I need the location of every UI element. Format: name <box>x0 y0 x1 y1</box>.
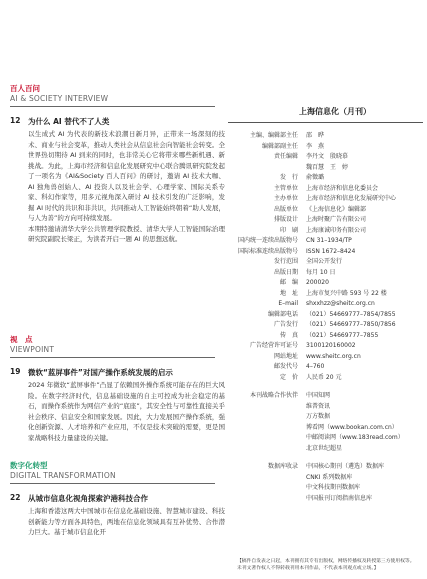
masthead-value: 魏百慧 王 婷 <box>306 163 349 171</box>
section-label: 视 点 <box>10 335 33 344</box>
masthead-value: 中国知网 <box>306 392 331 399</box>
masthead-value: 每月 10 日 <box>306 268 336 276</box>
masthead-label <box>228 494 306 505</box>
masthead-label: 广告经营许可证号 <box>249 342 298 349</box>
partner-row <box>228 423 416 434</box>
masthead-row <box>228 320 416 331</box>
masthead-value: 人民币 20 元 <box>306 373 342 381</box>
partner-row <box>228 412 416 423</box>
section-viewpoint <box>10 335 225 443</box>
toc-item[interactable] <box>10 367 225 443</box>
masthead-value: 中邮阅读网（www.183read.com） <box>306 434 404 441</box>
section-divider <box>10 483 215 484</box>
masthead-label: 主管单位 <box>273 184 298 192</box>
masthead-label <box>228 402 306 413</box>
masthead-label: 发 行 <box>279 174 298 181</box>
masthead-label: 责任编辑 <box>273 153 298 160</box>
masthead-label: 主办单位 <box>273 195 298 202</box>
masthead-row <box>228 163 416 174</box>
summary-paragraph: 本期特邀请清华大学公共管理学院教授、清华大学人工智能国际治理研究院副院长梁正，为读者开启一题 AI 的思想远航。 <box>28 224 225 243</box>
article-title[interactable]: 微软“蓝屏事件”对国产操作系统发展的启示 <box>28 368 173 377</box>
masthead-row <box>228 289 416 300</box>
masthead-row <box>228 257 416 268</box>
masthead-value: 李 燕 <box>306 142 325 150</box>
masthead-value: （021）54669777–7854/7855 <box>306 310 396 318</box>
partner-row <box>228 391 416 402</box>
masthead-value: 邵 晔 <box>306 132 325 139</box>
masthead-label: 本刊战略合作伙伴 <box>249 392 298 399</box>
article-title[interactable]: 为什么 AI 替代不了人类 <box>28 117 110 126</box>
masthead-label: E–mail <box>278 300 298 307</box>
masthead-label <box>228 473 306 484</box>
section-label-en: DIGITAL TRANSFORMATION <box>10 471 116 480</box>
masthead-row <box>228 215 416 226</box>
summary-paragraph: 以生成式 AI 为代表的新技术浪潮日新月异，正带来一场深刻的技术、商业与社会变革，推动人类社会从信息社会向智能社会转变。全世界热切期待 AI 到来的同时，也非常关心它将带来哪些新机遇、新挑战。为此，上海市经济和信息化发展研究中心联合腾讯研究院发起了一项名为《AI&Society 百人百问》的研讨，邀请 AI 技术大咖、AI 独角兽创始人、AI 投资人以及社会学、心理学家、国际关系专家、科幻作家等，用多元视角深入研讨 AI 技术引发的广泛影响，发掘 AI 时代的共识和非共识，共同推动人工智能始终朝着“助人发展，与人为善”的方向可持续发展。 <box>28 130 225 222</box>
summary-paragraph: 2024 年微软“蓝屏事件”凸显了依赖国外操作系统可能存在的巨大风险。在数字经济时代，信息基础设施的自主可控成为社会稳定的基石，而操作系统作为网信产业的“底座”，其安全性与可靠性直接关乎社会秩序、信息安全和国家发展。因此，大力发展国产操作系统，强化创新资源、人才培养和产业应用，不仅是技术突破的需要，更是国家战略科技力量建设的关键。 <box>28 381 225 442</box>
masthead-label <box>228 412 306 423</box>
masthead-label: 国内统一连续出版物号 <box>237 237 298 244</box>
masthead-label: 排版设计 <box>273 216 298 223</box>
masthead-value: 万方数据 <box>306 413 331 420</box>
article-summary <box>28 506 225 538</box>
masthead-row <box>228 341 416 352</box>
masthead-value: 维普资讯 <box>306 402 331 410</box>
masthead-value: 全国公开发行 <box>306 258 343 265</box>
partner-row <box>228 444 416 455</box>
masthead-row <box>228 236 416 247</box>
masthead-label: 广告发行 <box>273 321 298 328</box>
masthead-row <box>228 268 416 279</box>
section-digital-transformation <box>10 461 225 538</box>
masthead-label <box>228 483 306 494</box>
database-row <box>228 462 416 473</box>
masthead-label: 出版单位 <box>273 205 298 213</box>
masthead-row <box>228 352 416 363</box>
masthead-label: 主编、编辑部主任 <box>249 132 298 139</box>
masthead-label <box>228 163 306 174</box>
section-divider <box>10 106 215 107</box>
masthead-label: 邮 编 <box>279 279 298 286</box>
masthead-value: 上海康诚印务有限公司 <box>306 226 367 234</box>
masthead-value: 李丹文 殷晓慕 <box>306 153 349 160</box>
page-number: 22 <box>10 493 21 502</box>
masthead <box>228 99 423 504</box>
database-row <box>228 483 416 494</box>
masthead-label: 地 址 <box>279 289 298 297</box>
section-label: 百人百问 <box>10 84 40 93</box>
masthead-row <box>228 173 416 184</box>
toc-item[interactable] <box>10 493 225 538</box>
spacer <box>228 454 416 462</box>
masthead-label <box>228 444 306 455</box>
partner-row <box>228 433 416 444</box>
masthead-table <box>228 131 416 504</box>
database-row <box>228 473 416 484</box>
masthead-row <box>228 184 416 195</box>
masthead-row <box>228 205 416 216</box>
page-number: 12 <box>10 116 21 125</box>
copyright-note: 【稿件自发表之日起，本刊拥有其专有出版权，网络传播权及转授第三方使用权等。未刊文著作权人不得转载刊用本刊作品，不代表本刊观点或立场。】 <box>237 559 415 571</box>
masthead-value: 上海市复兴中路 593 号 22 楼 <box>306 289 387 297</box>
section-label: 数字化转型 <box>10 461 48 470</box>
masthead-value: 俞徵璐 <box>306 174 325 181</box>
article-summary <box>28 380 225 443</box>
masthead-value: 北京世纪超星 <box>306 444 343 452</box>
masthead-value: 中文科技期刊数据库 <box>306 484 361 491</box>
masthead-label: 印 刷 <box>279 226 298 234</box>
masthead-value: 200020 <box>306 279 329 286</box>
masthead-label: 网站地址 <box>273 352 298 360</box>
masthead-value: 《上海信息化》编辑部 <box>306 205 367 213</box>
masthead-label: 编辑部副主任 <box>261 142 298 150</box>
magazine-title: 上海信息化（月刊） <box>299 107 371 116</box>
masthead-value: 博看网（www.bookan.com.cn） <box>306 423 398 431</box>
masthead-label: 发行范围 <box>273 258 298 265</box>
masthead-value: 4–760 <box>306 363 325 370</box>
masthead-header <box>228 99 423 123</box>
masthead-row <box>228 247 416 258</box>
masthead-label: 数据库收录 <box>267 463 298 470</box>
masthead-row <box>228 299 416 310</box>
masthead-row <box>228 152 416 163</box>
masthead-label: 传 真 <box>279 331 298 339</box>
masthead-row <box>228 310 416 321</box>
masthead-value: 上海时聚广告有限公司 <box>306 216 367 223</box>
summary-paragraph: 上海和香港这两大中国城市在信息化基础设施、智慧城市建设、科技创新能力等方面各具特色，两地在信息化领域具有互补优势、合作潜力巨大。基于城市信息化开 <box>28 507 225 536</box>
masthead-row <box>228 362 416 373</box>
masthead-value: （021）54669777–7850/7856 <box>306 321 396 328</box>
masthead-row <box>228 131 416 142</box>
masthead-row <box>228 278 416 289</box>
masthead-label: 邮发代号 <box>273 363 298 370</box>
masthead-value: shxxhzz@sheitc.org.cn <box>306 300 375 307</box>
masthead-label: 编辑部电话 <box>267 310 298 318</box>
section-interview <box>10 84 225 245</box>
masthead-label: 出版日期 <box>273 268 298 276</box>
masthead-label: 国际标准连续出版物号 <box>237 247 298 255</box>
section-divider <box>10 357 215 358</box>
section-label-en: VIEWPOINT <box>10 345 55 354</box>
masthead-value: 中国报刊订阅指南信息库 <box>306 494 373 502</box>
masthead-row <box>228 142 416 153</box>
toc-item[interactable] <box>10 116 225 245</box>
masthead-value: 3100120160002 <box>306 342 356 349</box>
article-title[interactable]: 从城市信息化视角探索沪港科技合作 <box>28 494 148 503</box>
section-label-en: AI & SOCIETY INTERVIEW <box>10 94 109 103</box>
masthead-value: www.sheitc.org.cn <box>306 352 361 360</box>
masthead-row <box>228 373 416 384</box>
masthead-value: 上海市经济和信息化委员会 <box>306 184 379 192</box>
masthead-row <box>228 226 416 237</box>
partner-row <box>228 402 416 413</box>
page-number: 19 <box>10 367 21 376</box>
masthead-value: 上海市经济和信息化发展研究中心 <box>306 195 397 202</box>
database-row <box>228 494 416 505</box>
spacer <box>228 383 416 391</box>
masthead-row <box>228 194 416 205</box>
masthead-value: CN 31–1934/TP <box>306 237 352 244</box>
masthead-value: 中国核心期刊（遴选）数据库 <box>306 463 385 470</box>
masthead-label: 定 价 <box>279 373 298 381</box>
masthead-row <box>228 331 416 342</box>
masthead-label <box>228 433 306 444</box>
masthead-label <box>228 423 306 434</box>
article-summary <box>28 129 225 245</box>
masthead-value: （021）54669777–7855 <box>306 331 379 339</box>
masthead-value: ISSN 1672–8424 <box>306 247 356 255</box>
masthead-value: CNKI 系列数据库 <box>306 473 353 481</box>
